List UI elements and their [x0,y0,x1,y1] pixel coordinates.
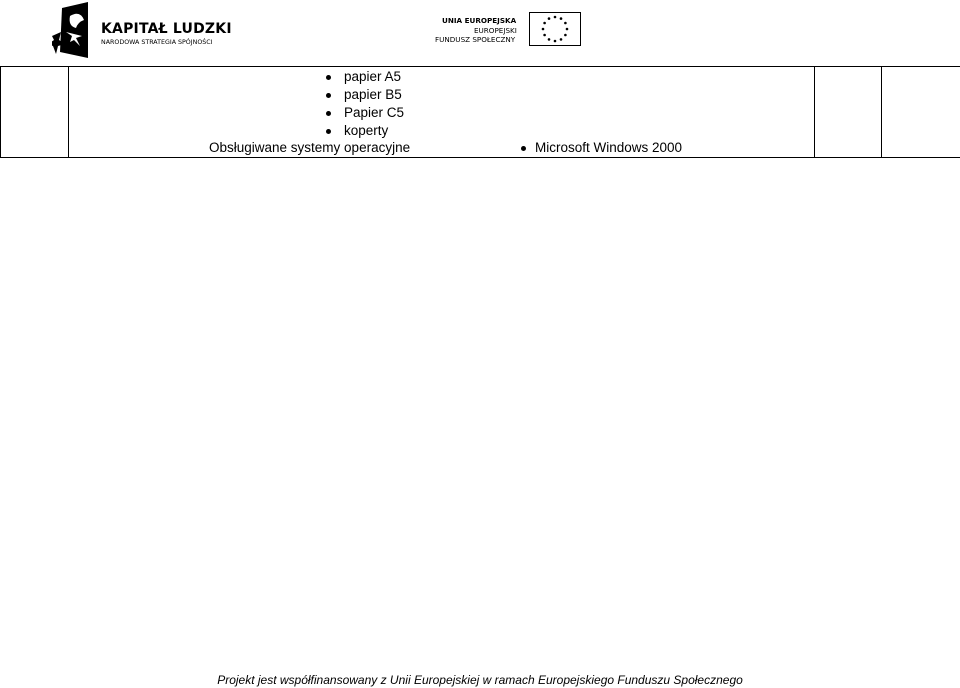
footer-text: Projekt jest współfinansowany z Unii Europejskiej w ramach Europejskiego Funduszu Społecznego [217,673,743,687]
kapital-ludzki-subtitle: NARODOWA STRATEGIA SPÓJNOŚCI [101,39,213,46]
page-header [0,0,960,62]
list-item: Papier C5 [326,104,404,122]
eu-logo-line1: UNIA EUROPEJSKA [442,16,517,25]
list-item: koperty [326,122,404,140]
paper-format-list [326,68,404,140]
table-cell-lp [1,67,69,158]
table-cell-description [69,67,815,158]
eu-logo [435,12,585,48]
list-item: papier B5 [326,86,404,104]
os-value: Microsoft Windows 2000 [535,140,683,155]
table-cell-check2 [882,67,960,158]
kapital-ludzki-emblem-icon [52,2,92,58]
kapital-ludzki-logo [52,2,232,58]
eu-logo-line3: FUNDUSZ SPOŁECZNY [435,35,516,44]
list-item: papier A5 [326,68,404,86]
specification-table [0,66,960,158]
table-cell-check1 [815,67,882,158]
eu-logo-line2: EUROPEJSKI [474,26,517,35]
table-row [1,67,960,158]
os-label: Obsługiwane systemy operacyjne [209,140,411,155]
eu-flag-icon [529,12,581,46]
kapital-ludzki-title: KAPITAŁ LUDZKI [101,21,232,37]
bullet-icon [521,146,526,151]
